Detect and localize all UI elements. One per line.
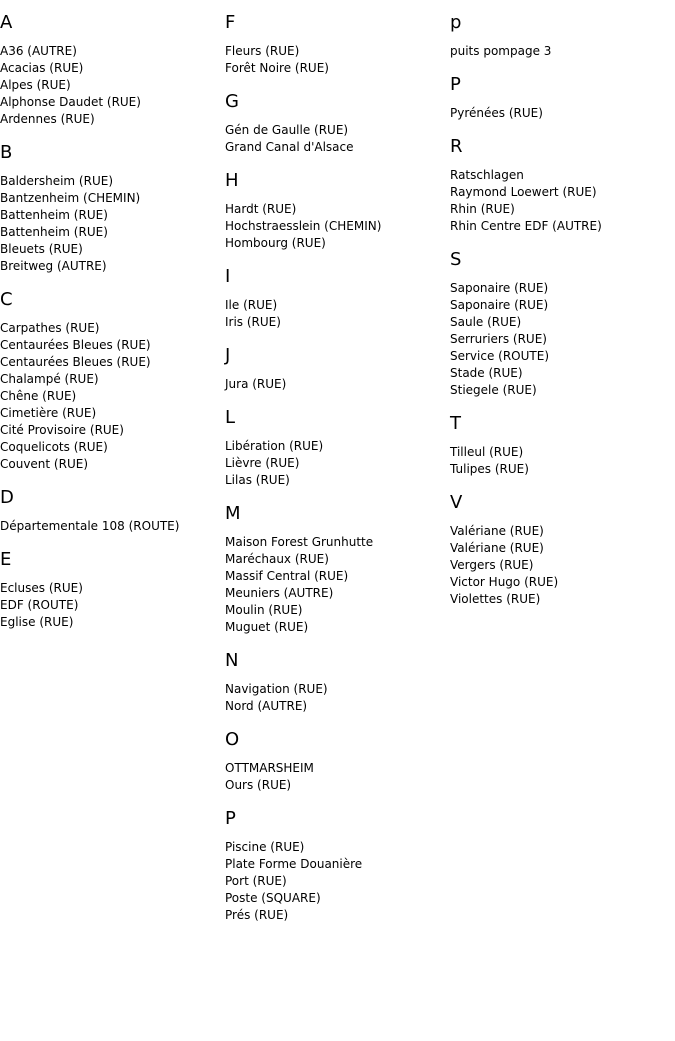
letter-group — [0, 487, 220, 535]
index-column-1 — [0, 12, 220, 645]
street-list — [225, 839, 445, 924]
letter-group — [450, 249, 670, 399]
street-link[interactable]: Piscine (RUE) — [225, 840, 305, 854]
street-list — [450, 105, 670, 122]
street-link[interactable]: Muguet (RUE) — [225, 620, 309, 634]
street-link[interactable]: Victor Hugo (RUE) — [450, 575, 559, 589]
letter-group — [0, 12, 220, 128]
street-list — [225, 534, 445, 636]
letter-group — [450, 74, 670, 122]
street-list — [225, 681, 445, 715]
letter-heading: T — [450, 413, 461, 434]
street-list — [225, 43, 445, 77]
letter-group — [225, 407, 445, 489]
letter-heading: R — [450, 136, 463, 157]
street-list — [0, 173, 220, 275]
letter-heading: G — [225, 91, 239, 112]
street-link[interactable]: Chalampé (RUE) — [0, 372, 99, 386]
letter-heading: P — [225, 808, 236, 829]
letter-group — [225, 266, 445, 331]
street-list — [225, 122, 445, 156]
letter-heading: S — [450, 249, 462, 270]
letter-heading: B — [0, 142, 13, 163]
street-link[interactable]: Centaurées Bleues (RUE) — [0, 355, 151, 369]
street-link[interactable]: Alpes (RUE) — [0, 78, 71, 92]
street-link[interactable]: Cité Provisoire (RUE) — [0, 423, 124, 437]
street-link[interactable]: Forêt Noire (RUE) — [225, 61, 329, 75]
letter-heading: A — [0, 12, 13, 33]
street-link[interactable]: Ours (RUE) — [225, 778, 292, 792]
letter-group — [225, 729, 445, 794]
street-link[interactable]: Hombourg (RUE) — [225, 236, 326, 250]
letter-heading: V — [450, 492, 463, 513]
street-link[interactable]: Stade (RUE) — [450, 366, 523, 380]
street-link[interactable]: Eglise (RUE) — [0, 615, 74, 629]
street-list — [0, 518, 220, 535]
street-link[interactable]: Alphonse Daudet (RUE) — [0, 95, 141, 109]
street-link[interactable]: Coquelicots (RUE) — [0, 440, 108, 454]
street-link[interactable]: Lièvre (RUE) — [225, 456, 300, 470]
letter-group — [225, 503, 445, 636]
letter-heading: D — [0, 487, 14, 508]
index-column-2 — [225, 12, 445, 938]
street-list — [450, 43, 670, 60]
street-link[interactable]: Battenheim (RUE) — [0, 225, 108, 239]
street-link[interactable]: Nord (AUTRE) — [225, 699, 308, 713]
street-link[interactable]: Stiegele (RUE) — [450, 383, 537, 397]
letter-heading: L — [225, 407, 236, 428]
street-link[interactable]: Poste (SQUARE) — [225, 891, 321, 905]
street-link[interactable]: Service (ROUTE) — [450, 349, 550, 363]
street-list — [450, 444, 670, 478]
street-link[interactable]: Lilas (RUE) — [225, 473, 290, 487]
letter-group — [450, 492, 670, 608]
street-link[interactable]: Battenheim (RUE) — [0, 208, 108, 222]
street-list — [450, 280, 670, 399]
letter-heading: H — [225, 170, 239, 191]
street-link[interactable]: Grand Canal d'Alsace — [225, 140, 354, 154]
letter-group — [450, 136, 670, 235]
street-link[interactable]: Vergers (RUE) — [450, 558, 534, 572]
street-link[interactable]: Prés (RUE) — [225, 908, 289, 922]
street-list — [0, 320, 220, 473]
street-link[interactable]: Hardt (RUE) — [225, 202, 297, 216]
street-link[interactable]: Massif Central (RUE) — [225, 569, 349, 583]
street-link[interactable]: Acacias (RUE) — [0, 61, 84, 75]
letter-group — [225, 170, 445, 252]
street-link[interactable]: Maison Forest Grunhutte — [225, 535, 374, 549]
street-link[interactable]: Ardennes (RUE) — [0, 112, 95, 126]
street-list — [0, 43, 220, 128]
street-link[interactable]: Tilleul (RUE) — [450, 445, 524, 459]
street-link[interactable]: Raymond Loewert (RUE) — [450, 185, 597, 199]
street-link[interactable]: Gén de Gaulle (RUE) — [225, 123, 349, 137]
letter-group — [225, 345, 445, 393]
street-link[interactable]: Meuniers (AUTRE) — [225, 586, 334, 600]
street-link[interactable]: A36 (AUTRE) — [0, 44, 77, 58]
letter-heading: J — [225, 345, 231, 366]
street-link[interactable]: Violettes (RUE) — [450, 592, 541, 606]
street-link[interactable]: Plate Forme Douanière — [225, 857, 363, 871]
street-link[interactable]: Ratschlagen — [450, 168, 524, 182]
street-link[interactable]: Saponaire (RUE) — [450, 298, 549, 312]
street-link[interactable]: Rhin Centre EDF (AUTRE) — [450, 219, 602, 233]
letter-heading: M — [225, 503, 241, 524]
letter-group — [225, 808, 445, 924]
street-link[interactable]: EDF (ROUTE) — [0, 598, 79, 612]
street-link[interactable]: puits pompage 3 — [450, 44, 552, 58]
street-link[interactable]: Rhin (RUE) — [450, 202, 515, 216]
letter-heading: C — [0, 289, 13, 310]
letter-group — [225, 650, 445, 715]
letter-group — [450, 413, 670, 478]
street-link[interactable]: Tulipes (RUE) — [450, 462, 529, 476]
street-link[interactable]: Ecluses (RUE) — [0, 581, 83, 595]
street-link[interactable]: Maréchaux (RUE) — [225, 552, 329, 566]
street-link[interactable]: Serruriers (RUE) — [450, 332, 547, 346]
letter-heading: E — [0, 549, 12, 570]
street-list — [450, 523, 670, 608]
street-link[interactable]: Navigation (RUE) — [225, 682, 328, 696]
letter-heading: N — [225, 650, 239, 671]
letter-heading: O — [225, 729, 240, 750]
street-list — [225, 376, 445, 393]
street-link[interactable]: Pyrénées (RUE) — [450, 106, 543, 120]
street-link[interactable]: Carpathes (RUE) — [0, 321, 100, 335]
street-link[interactable]: Jura (RUE) — [225, 377, 287, 391]
street-list — [225, 201, 445, 252]
letter-group — [0, 142, 220, 275]
street-link[interactable]: OTTMARSHEIM — [225, 761, 314, 775]
letter-heading: P — [450, 74, 461, 95]
street-link[interactable]: Valériane (RUE) — [450, 524, 544, 538]
street-list — [225, 760, 445, 794]
street-link[interactable]: Cimetière (RUE) — [0, 406, 97, 420]
street-list — [225, 297, 445, 331]
street-link[interactable]: Moulin (RUE) — [225, 603, 303, 617]
street-list — [225, 438, 445, 489]
street-link[interactable]: Couvent (RUE) — [0, 457, 89, 471]
street-link[interactable]: Saule (RUE) — [450, 315, 522, 329]
street-link[interactable]: Fleurs (RUE) — [225, 44, 300, 58]
letter-group — [225, 12, 445, 77]
street-link[interactable]: Hochstraesslein (CHEMIN) — [225, 219, 382, 233]
street-link[interactable]: Saponaire (RUE) — [450, 281, 549, 295]
index-column-3 — [450, 12, 670, 622]
street-link[interactable]: Centaurées Bleues (RUE) — [0, 338, 151, 352]
street-link[interactable]: Chêne (RUE) — [0, 389, 77, 403]
letter-group — [0, 549, 220, 631]
letter-heading: F — [225, 12, 236, 33]
letter-heading: p — [450, 12, 462, 33]
letter-group — [450, 12, 670, 60]
letter-group — [0, 289, 220, 473]
street-link[interactable]: Baldersheim (RUE) — [0, 174, 113, 188]
street-link[interactable]: Bleuets (RUE) — [0, 242, 83, 256]
street-link[interactable]: Iris (RUE) — [225, 315, 281, 329]
street-list — [450, 167, 670, 235]
letter-heading: I — [225, 266, 231, 287]
street-list — [0, 580, 220, 631]
street-link[interactable]: Bantzenheim (CHEMIN) — [0, 191, 141, 205]
street-link[interactable]: Valériane (RUE) — [450, 541, 544, 555]
street-link[interactable]: Breitweg (AUTRE) — [0, 259, 107, 273]
street-link[interactable]: Libération (RUE) — [225, 439, 324, 453]
street-link[interactable]: Ile (RUE) — [225, 298, 278, 312]
street-link[interactable]: Départementale 108 (ROUTE) — [0, 519, 180, 533]
street-link[interactable]: Port (RUE) — [225, 874, 287, 888]
letter-group — [225, 91, 445, 156]
